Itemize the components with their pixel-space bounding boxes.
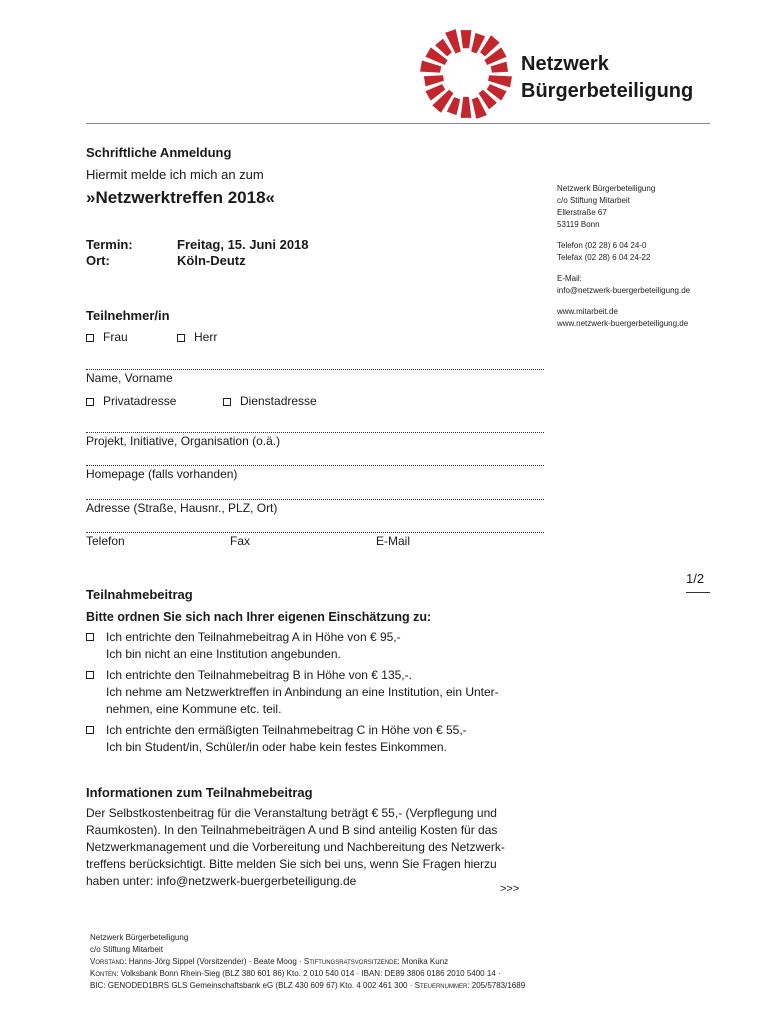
contact-line[interactable] (86, 532, 544, 533)
name-line[interactable] (86, 369, 544, 370)
privat-label: Privatadresse (103, 394, 177, 408)
option-privat[interactable] (86, 394, 176, 408)
ort-label: Ort: (86, 253, 110, 268)
logo-line1: Netzwerk (521, 53, 609, 75)
sidebar-phone: Telefon (02 28) 6 04 24-0 (557, 241, 647, 250)
footer-konten-label: Konten: (90, 969, 119, 978)
fee-option-c[interactable] (86, 722, 546, 756)
email-label: E-Mail (376, 534, 411, 548)
info-line2: Raumkosten). In den Teilnahmebeiträgen A und B sind anteilig Kosten für das (86, 823, 498, 837)
footer-vorstand-text: Hanns-Jörg Sippel (Vorsitzender) · Beate Moog · (128, 957, 302, 966)
sidebar-email-label: E-Mail: (557, 274, 582, 283)
footer-stiftungsrat-label: Stiftungsratsvorsitzende: (303, 957, 400, 966)
logo-segment (461, 30, 472, 48)
sidebar-co: c/o Stiftung Mitarbeit (557, 196, 630, 205)
page-number: 1/2 (686, 571, 705, 586)
info-line3: Netzwerkmanagement und die Vorbereitung und Nachbereitung des Netzwerk- (86, 840, 505, 854)
footer-steuer-label: Steuernummer: (414, 981, 470, 990)
footer-steuer-text: 205/5783/1689 (471, 981, 526, 990)
ort-value: Köln-Deutz (177, 253, 246, 268)
fee-b-line3: nehmen, eine Kommune etc. teil. (106, 702, 282, 716)
fee-c-line1: Ich entrichte den ermäßigten Teilnahmebeitrag C in Höhe von € 55,- (106, 723, 467, 737)
fee-b-checkbox[interactable] (86, 671, 94, 679)
address-label: Adresse (Straße, Hausnr., PLZ, Ort) (86, 501, 278, 515)
info-line4: treffens berücksichtigt. Bitte melden Sie sich bei uns, wenn Sie Fragen hierzu (86, 857, 497, 871)
option-herr[interactable] (177, 330, 217, 344)
sidebar-web2[interactable]: www.netzwerk-buergerbeteiligung.de (557, 319, 689, 328)
info-text (86, 805, 536, 890)
fee-heading: Teilnahmebeitrag (86, 587, 193, 602)
frau-checkbox[interactable] (86, 334, 94, 342)
participant-heading: Teilnehmer/in (86, 308, 170, 323)
dienst-label: Dienstadresse (240, 394, 317, 408)
event-title: »Netzwerktreffen 2018« (86, 188, 275, 207)
herr-label: Herr (194, 330, 218, 344)
fee-subheading: Bitte ordnen Sie sich nach Ihrer eigenen Einschätzung zu: (86, 610, 432, 624)
fee-c-checkbox[interactable] (86, 726, 94, 734)
form-title: Schriftliche Anmeldung (86, 145, 232, 160)
option-frau[interactable] (86, 330, 128, 344)
privat-checkbox[interactable] (86, 398, 94, 406)
footer-line3 (90, 956, 525, 968)
sidebar-fax: Telefax (02 28) 6 04 24-22 (557, 253, 651, 262)
logo-text (521, 51, 693, 105)
address-line[interactable] (86, 499, 544, 500)
project-line[interactable] (86, 432, 544, 433)
continue-arrow: >>> (500, 883, 520, 895)
footer-line5-text: BIC: GENODED1BRS GLS Gemeinschaftsbank eG (BLZ 430 609 67) Kto. 4 002 461 300 · (90, 981, 413, 990)
info-heading: Informationen zum Teilnahmebeitrag (86, 785, 313, 800)
sidebar-street: Ellerstraße 67 (557, 208, 607, 217)
frau-label: Frau (103, 330, 128, 344)
sidebar-email[interactable]: info@netzwerk-buergerbeteiligung.de (557, 286, 691, 295)
fax-label: Fax (230, 534, 251, 548)
logo-segment (461, 97, 472, 118)
logo-segment (420, 61, 441, 73)
fee-a-line2: Ich bin nicht an eine Institution angebunden. (106, 647, 341, 661)
footer-konten-text: Volksbank Bonn Rhein-Sieg (BLZ 380 601 86) Kto. 2 010 540 014 · IBAN: DE89 3806 0186 2010 5400 14 · (120, 969, 501, 978)
info-line5: haben unter: info@netzwerk-buergerbeteiligung.de (86, 874, 357, 888)
herr-checkbox[interactable] (177, 334, 185, 342)
logo-icon (418, 26, 514, 122)
logo-line2: Bürgerbeteiligung (521, 80, 694, 102)
footer (90, 932, 525, 992)
footer-vorstand-label: Vorstand: (90, 957, 127, 966)
name-label: Name, Vorname (86, 371, 173, 385)
sidebar-org: Netzwerk Bürgerbeteiligung (557, 184, 656, 193)
fee-b-line1: Ich entrichte den Teilnahmebeitrag B in Höhe von € 135,-. (106, 668, 412, 682)
fee-option-b[interactable] (86, 667, 546, 718)
header-divider (86, 123, 710, 124)
page-number-rule (686, 592, 710, 593)
fee-a-line1: Ich entrichte den Teilnahmebeitrag A in Höhe von € 95,- (106, 630, 401, 644)
fee-a-checkbox[interactable] (86, 633, 94, 641)
fee-b-line2: Ich nehme am Netzwerktreffen in Anbindung an eine Institution, ein Unter- (106, 685, 499, 699)
project-label: Projekt, Initiative, Organisation (o.ä.) (86, 434, 281, 448)
homepage-line[interactable] (86, 465, 544, 466)
dienst-checkbox[interactable] (223, 398, 231, 406)
fee-c-line2: Ich bin Student/in, Schüler/in oder habe kein festes Einkommen. (106, 740, 447, 754)
telefon-label: Telefon (86, 534, 125, 548)
info-line1: Der Selbstkostenbeitrag für die Veranstaltung beträgt € 55,- (Verpflegung und (86, 806, 497, 820)
option-dienst[interactable] (223, 394, 317, 408)
logo-segment (491, 62, 508, 73)
footer-stiftungsrat-text: Monika Kunz (401, 957, 449, 966)
termin-value: Freitag, 15. Juni 2018 (177, 237, 309, 252)
sidebar-web1[interactable]: www.mitarbeit.de (557, 307, 618, 316)
footer-line4 (90, 968, 525, 980)
termin-label: Termin: (86, 237, 133, 252)
fee-option-a[interactable] (86, 629, 546, 663)
footer-line1: Netzwerk Bürgerbeteiligung (90, 933, 189, 942)
sidebar-city: 53119 Bonn (557, 220, 600, 229)
footer-line2: c/o Stiftung Mitarbeit (90, 945, 163, 954)
contact-sidebar (557, 183, 690, 330)
homepage-label: Homepage (falls vorhanden) (86, 467, 238, 481)
form-intro: Hiermit melde ich mich an zum (86, 167, 264, 182)
footer-line5 (90, 980, 525, 992)
